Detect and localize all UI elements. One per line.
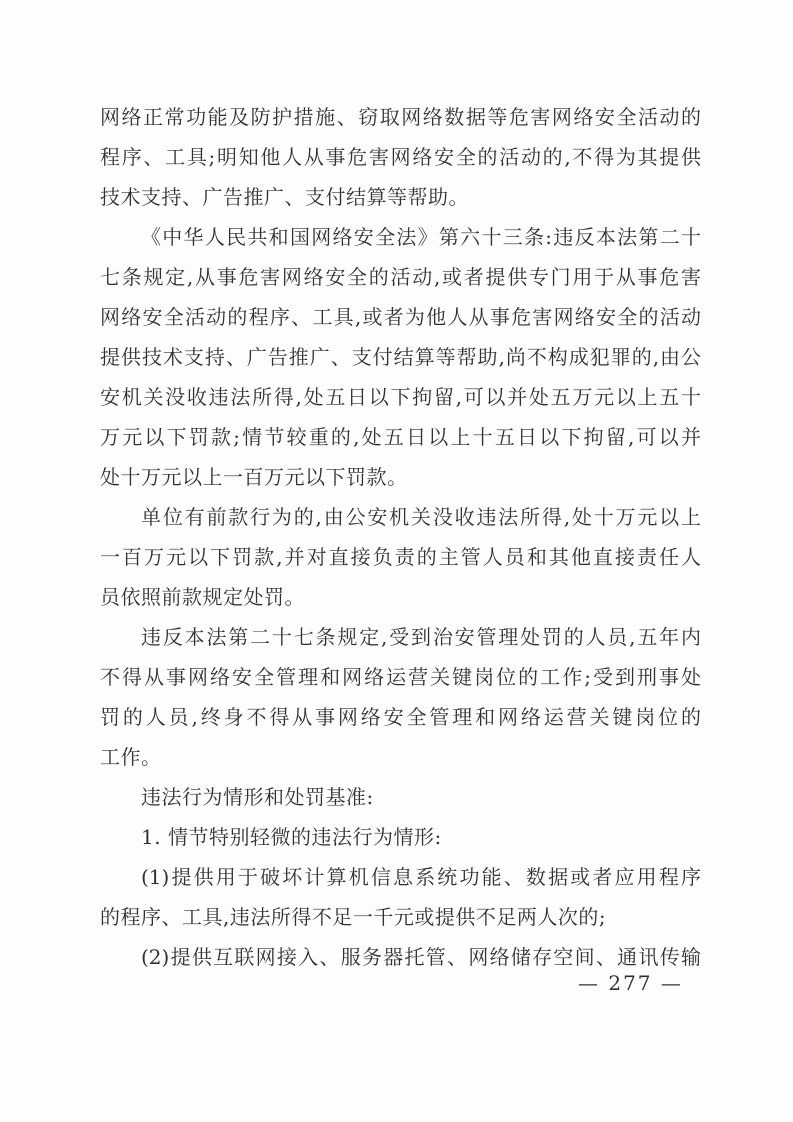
- text-line: 程序、工具;明知他人从事危害网络安全的活动的,不得为其提供: [100, 145, 701, 169]
- paragraph: [100, 857, 701, 937]
- text-line: (2)提供互联网接入、服务器托管、网络储存空间、通讯传输: [141, 945, 701, 969]
- text-line: 处十万元以上一百万元以下罚款。: [100, 465, 408, 489]
- text-line: 罚的人员,终身不得从事网络安全管理和网络运营关键岗位的: [100, 705, 701, 729]
- text-line: 不得从事网络安全管理和网络运营关键岗位的工作;受到刑事处: [100, 665, 701, 689]
- paragraph: [100, 617, 701, 777]
- text-line: 万元以下罚款;情节较重的,处五日以上十五日以下拘留,可以并: [100, 425, 701, 449]
- text-line: 网络正常功能及防护措施、窃取网络数据等危害网络安全活动的: [100, 105, 701, 129]
- text-line: 1. 情节特别轻微的违法行为情形:: [141, 825, 442, 849]
- text-line: 安机关没收违法所得,处五日以下拘留,可以并处五万元以上五十: [100, 385, 701, 409]
- text-line: 一百万元以下罚款,并对直接负责的主管人员和其他直接责任人: [100, 545, 701, 569]
- text-line: 单位有前款行为的,由公安机关没收违法所得,处十万元以上: [141, 505, 701, 529]
- text-line: 的程序、工具,违法所得不足一千元或提供不足两人次的;: [100, 905, 607, 929]
- paragraph: [100, 217, 701, 497]
- text-line: 工作。: [100, 745, 162, 769]
- paragraph: [100, 97, 701, 217]
- text-line: 网络安全活动的程序、工具,或者为他人从事危害网络安全的活动: [100, 305, 701, 329]
- text-line: 提供技术支持、广告推广、支付结算等帮助,尚不构成犯罪的,由公: [100, 345, 701, 369]
- text-line: 员依照前款规定处罚。: [100, 585, 305, 609]
- text-line: 《中华人民共和国网络安全法》第六十三条:违反本法第二十: [141, 225, 701, 249]
- text-line: 技术支持、广告推广、支付结算等帮助。: [100, 185, 469, 209]
- text-block: [100, 97, 701, 977]
- paragraph: [100, 497, 701, 617]
- text-line: 违法行为情形和处罚基准:: [141, 785, 374, 809]
- text-line: 违反本法第二十七条规定,受到治安管理处罚的人员,五年内: [141, 625, 701, 649]
- text-line: (1)提供用于破坏计算机信息系统功能、数据或者应用程序: [141, 865, 701, 889]
- paragraph: [100, 817, 701, 857]
- text-line: 七条规定,从事危害网络安全的活动,或者提供专门用于从事危害: [100, 265, 701, 289]
- paragraph: [100, 777, 701, 817]
- page-number: — 277 —: [578, 971, 683, 995]
